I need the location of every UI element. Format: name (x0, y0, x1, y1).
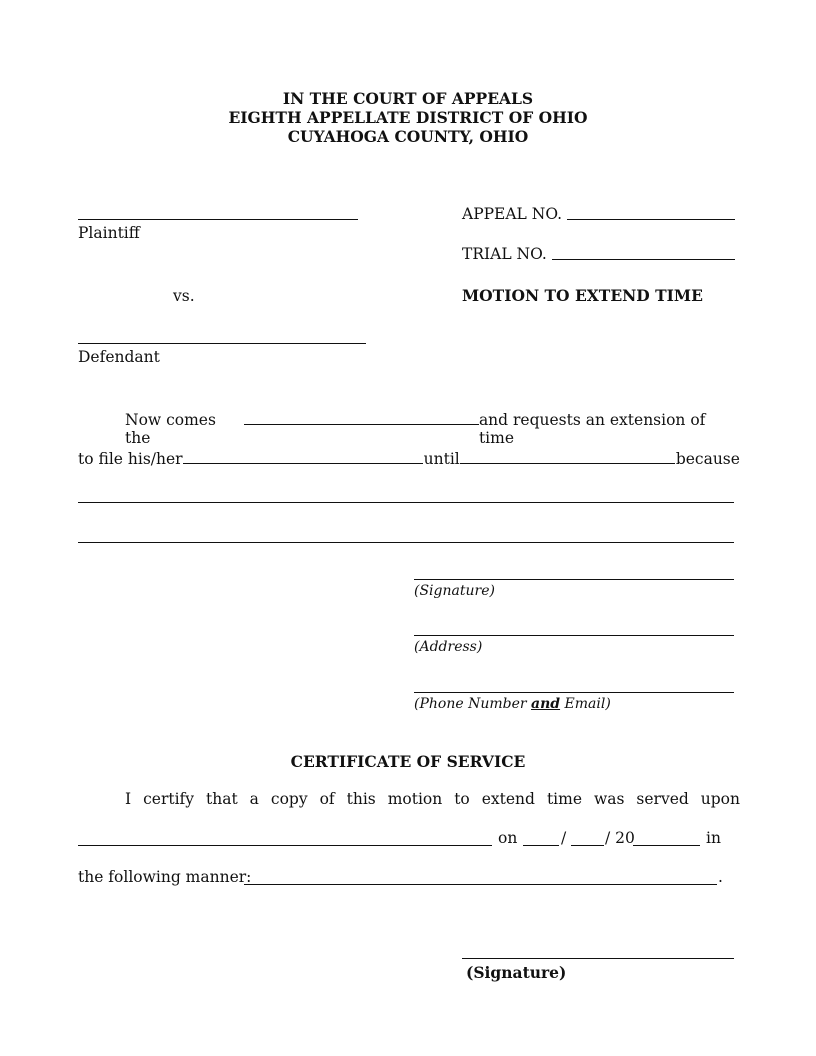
trial-no-label: TRIAL NO. (462, 245, 547, 263)
plaintiff-name-line[interactable] (78, 219, 358, 220)
county-name: CUYAHOGA COUNTY, OHIO (287, 127, 529, 146)
served-party-blank[interactable] (78, 845, 492, 846)
certificate-signature-line[interactable] (462, 958, 734, 959)
manner-label: the following manner: (78, 868, 252, 886)
certificate-title: CERTIFICATE OF SERVICE (290, 752, 526, 771)
certify-word: served (636, 790, 689, 808)
phone-email-line[interactable] (414, 692, 734, 693)
address-caption: (Address) (414, 639, 483, 655)
court-name: IN THE COURT OF APPEALS (282, 89, 534, 108)
service-day-blank[interactable] (571, 845, 604, 846)
certificate-signature-caption: (Signature) (466, 963, 567, 982)
district-name: EIGHTH APPELLATE DISTRICT OF OHIO (228, 108, 588, 127)
motion-body-line-1 (78, 410, 740, 447)
now-comes-text: Now comes the (125, 411, 216, 447)
appeal-no-label: APPEAL NO. (462, 205, 563, 223)
certify-word: I (125, 790, 132, 808)
requests-extension-text: and requests an extension of time (478, 411, 706, 447)
document-type-blank[interactable] (183, 449, 423, 464)
manner-line (78, 868, 740, 890)
certify-word: upon (700, 790, 740, 808)
certify-word: was (593, 790, 625, 808)
phone-caption-prefix: (Phone Number (414, 696, 527, 712)
phone-caption-and: and (531, 696, 561, 712)
certify-word: that (206, 790, 238, 808)
until-text: until (423, 450, 460, 468)
phone-email-caption (414, 696, 611, 712)
motion-body-line-2 (78, 449, 740, 468)
on-text: on (498, 829, 518, 847)
signature-line[interactable] (414, 579, 734, 580)
certify-word: copy (270, 790, 308, 808)
defendant-label: Defendant (78, 348, 160, 366)
address-line[interactable] (414, 635, 734, 636)
date-slash: / (561, 829, 567, 847)
signature-caption: (Signature) (414, 583, 495, 599)
defendant-name-line[interactable] (78, 343, 366, 344)
plaintiff-label: Plaintiff (78, 224, 140, 242)
manner-period: . (718, 868, 723, 886)
certify-word: motion (387, 790, 443, 808)
in-text: in (706, 829, 721, 847)
motion-title: MOTION TO EXTEND TIME (462, 286, 703, 305)
movant-name-blank[interactable] (244, 410, 479, 425)
vs-label: vs. (173, 287, 195, 305)
certify-word: certify (143, 790, 195, 808)
reason-line-1[interactable] (78, 502, 734, 503)
reason-line-2[interactable] (78, 542, 734, 543)
year-prefix-text: / 20 (605, 829, 635, 847)
service-date-line (78, 829, 740, 851)
certify-word: a (249, 790, 259, 808)
trial-no-line[interactable] (552, 259, 735, 260)
certify-word: this (346, 790, 376, 808)
certify-word: of (319, 790, 335, 808)
certify-word: time (546, 790, 582, 808)
certify-word: to (454, 790, 470, 808)
manner-blank[interactable] (244, 884, 717, 885)
because-text: because (675, 450, 740, 468)
to-file-text: to file his/her (78, 450, 183, 468)
service-year-blank[interactable] (633, 845, 700, 846)
extension-date-blank[interactable] (460, 449, 675, 464)
certify-word: extend (481, 790, 535, 808)
certify-line (78, 790, 740, 808)
service-month-blank[interactable] (523, 845, 559, 846)
appeal-no-line[interactable] (567, 219, 735, 220)
phone-caption-suffix: Email) (564, 696, 611, 712)
